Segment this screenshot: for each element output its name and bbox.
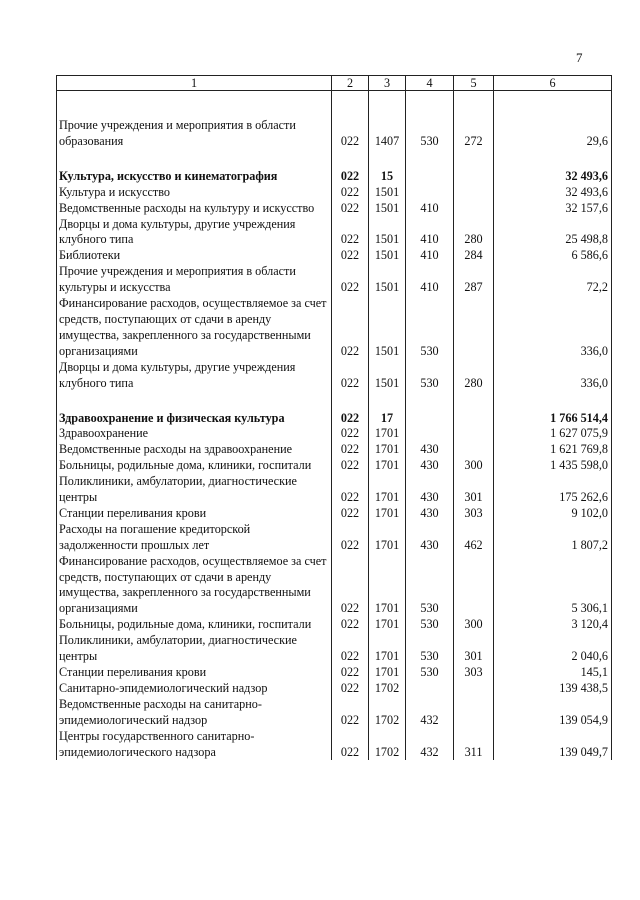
subsection-code-cell: 1701 — [369, 442, 406, 458]
expense-type-cell — [454, 169, 494, 185]
target-item-cell: 530 — [406, 554, 454, 618]
table-row — [57, 506, 612, 522]
section-code-cell: 022 — [332, 201, 369, 217]
expense-type-cell — [454, 296, 494, 360]
section-code-cell: 022 — [332, 697, 369, 729]
table-row — [57, 264, 612, 296]
header-col-1: 1 — [57, 76, 332, 91]
table-row — [57, 617, 612, 633]
name-cell: Библиотеки — [57, 248, 332, 264]
name-cell: Поликлиники, амбулатории, диагностические центры — [57, 474, 332, 506]
expense-type-cell: 300 — [454, 458, 494, 474]
name-cell: Больницы, родильные дома, клиники, госпитали — [57, 617, 332, 633]
budget-table — [56, 75, 612, 760]
table-row — [57, 360, 612, 392]
expense-type-cell — [454, 411, 494, 427]
subsection-code-cell: 1701 — [369, 633, 406, 665]
section-code-cell: 022 — [332, 506, 369, 522]
amount-cell: 32 493,6 — [494, 185, 612, 201]
empty-cell — [369, 150, 406, 169]
table-row — [57, 217, 612, 249]
section-code-cell: 022 — [332, 248, 369, 264]
expense-type-cell: 303 — [454, 665, 494, 681]
spacer-row — [57, 150, 612, 169]
table-row — [57, 633, 612, 665]
expense-type-cell: 462 — [454, 522, 494, 554]
target-item-cell: 430 — [406, 442, 454, 458]
subsection-code-cell: 1501 — [369, 296, 406, 360]
subsection-code-cell: 1701 — [369, 458, 406, 474]
target-item-cell: 530 — [406, 633, 454, 665]
target-item-cell — [406, 411, 454, 427]
target-item-cell — [406, 426, 454, 442]
target-item-cell: 430 — [406, 474, 454, 506]
name-cell: Прочие учреждения и мероприятия в области культуры и искусства — [57, 264, 332, 296]
expense-type-cell — [454, 185, 494, 201]
subsection-code-cell: 1702 — [369, 697, 406, 729]
section-code-cell: 022 — [332, 296, 369, 360]
subsection-code-cell: 1501 — [369, 248, 406, 264]
subsection-code-cell: 1501 — [369, 264, 406, 296]
table-row — [57, 697, 612, 729]
empty-cell — [57, 392, 332, 411]
spacer-row — [57, 392, 612, 411]
section-row — [57, 169, 612, 185]
amount-cell: 145,1 — [494, 665, 612, 681]
empty-cell — [369, 91, 406, 119]
name-cell: Станции переливания крови — [57, 665, 332, 681]
name-cell: Расходы на погашение кредиторской задолженности прошлых лет — [57, 522, 332, 554]
target-item-cell: 430 — [406, 522, 454, 554]
amount-cell: 1 627 075,9 — [494, 426, 612, 442]
target-item-cell: 530 — [406, 360, 454, 392]
expense-type-cell — [454, 681, 494, 697]
subsection-code-cell: 1701 — [369, 617, 406, 633]
name-cell: Финансирование расходов, осуществляемое за счет средств, поступающих от сдачи в аренду имущества, закрепленного за государственными организациями — [57, 554, 332, 618]
expense-type-cell — [454, 697, 494, 729]
header-col-6: 6 — [494, 76, 612, 91]
empty-cell — [369, 392, 406, 411]
subsection-code-cell: 1701 — [369, 554, 406, 618]
table-row — [57, 248, 612, 264]
amount-cell: 72,2 — [494, 264, 612, 296]
expense-type-cell: 301 — [454, 474, 494, 506]
target-item-cell — [406, 681, 454, 697]
name-cell: Культура, искусство и кинематография — [57, 169, 332, 185]
name-cell: Ведомственные расходы на здравоохранение — [57, 442, 332, 458]
target-item-cell: 430 — [406, 506, 454, 522]
amount-cell: 32 493,6 — [494, 169, 612, 185]
page-number: 7 — [576, 50, 583, 65]
name-cell: Культура и искусство — [57, 185, 332, 201]
name-cell: Дворцы и дома культуры, другие учреждения клубного типа — [57, 217, 332, 249]
amount-cell: 9 102,0 — [494, 506, 612, 522]
section-code-cell: 022 — [332, 185, 369, 201]
target-item-cell — [406, 185, 454, 201]
amount-cell: 336,0 — [494, 296, 612, 360]
name-cell: Финансирование расходов, осуществляемое за счет средств, поступающих от сдачи в аренду имущества, закрепленного за государственными организациями — [57, 296, 332, 360]
section-code-cell: 022 — [332, 522, 369, 554]
section-code-cell: 022 — [332, 729, 369, 761]
table-row — [57, 458, 612, 474]
empty-cell — [494, 91, 612, 119]
empty-cell — [332, 91, 369, 119]
table-body — [57, 91, 612, 761]
table-row — [57, 118, 612, 150]
subsection-code-cell: 1702 — [369, 681, 406, 697]
empty-cell — [332, 392, 369, 411]
expense-type-cell: 280 — [454, 217, 494, 249]
expense-type-cell — [454, 554, 494, 618]
target-item-cell: 410 — [406, 217, 454, 249]
target-item-cell: 410 — [406, 248, 454, 264]
header-col-4: 4 — [406, 76, 454, 91]
expense-type-cell — [454, 442, 494, 458]
target-item-cell: 430 — [406, 458, 454, 474]
empty-cell — [406, 91, 454, 119]
section-code-cell: 022 — [332, 554, 369, 618]
amount-cell: 1 807,2 — [494, 522, 612, 554]
subsection-code-cell: 1701 — [369, 506, 406, 522]
section-code-cell: 022 — [332, 118, 369, 150]
table-row — [57, 681, 612, 697]
target-item-cell — [406, 169, 454, 185]
subsection-code-cell: 1501 — [369, 360, 406, 392]
name-cell: Станции переливания крови — [57, 506, 332, 522]
section-code-cell: 022 — [332, 474, 369, 506]
subsection-code-cell: 1501 — [369, 217, 406, 249]
section-code-cell: 022 — [332, 458, 369, 474]
section-code-cell: 022 — [332, 169, 369, 185]
empty-cell — [406, 150, 454, 169]
empty-cell — [454, 150, 494, 169]
name-cell: Больницы, родильные дома, клиники, госпитали — [57, 458, 332, 474]
amount-cell: 139 049,7 — [494, 729, 612, 761]
target-item-cell: 530 — [406, 617, 454, 633]
amount-cell: 3 120,4 — [494, 617, 612, 633]
subsection-code-cell: 1701 — [369, 426, 406, 442]
table-row — [57, 665, 612, 681]
amount-cell: 2 040,6 — [494, 633, 612, 665]
section-code-cell: 022 — [332, 442, 369, 458]
name-cell: Прочие учреждения и мероприятия в области образования — [57, 118, 332, 150]
section-code-cell: 022 — [332, 633, 369, 665]
section-row — [57, 411, 612, 427]
subsection-code-cell: 1501 — [369, 185, 406, 201]
empty-cell — [57, 91, 332, 119]
amount-cell: 25 498,8 — [494, 217, 612, 249]
amount-cell: 139 054,9 — [494, 697, 612, 729]
name-cell: Поликлиники, амбулатории, диагностические центры — [57, 633, 332, 665]
header-col-3: 3 — [369, 76, 406, 91]
table-row — [57, 426, 612, 442]
target-item-cell: 530 — [406, 665, 454, 681]
table-row — [57, 185, 612, 201]
expense-type-cell: 311 — [454, 729, 494, 761]
empty-cell — [332, 150, 369, 169]
amount-cell: 1 766 514,4 — [494, 411, 612, 427]
amount-cell: 32 157,6 — [494, 201, 612, 217]
subsection-code-cell: 17 — [369, 411, 406, 427]
target-item-cell: 432 — [406, 729, 454, 761]
subsection-code-cell: 1702 — [369, 729, 406, 761]
section-code-cell: 022 — [332, 411, 369, 427]
empty-cell — [494, 392, 612, 411]
table-row — [57, 729, 612, 761]
amount-cell: 1 435 598,0 — [494, 458, 612, 474]
target-item-cell: 530 — [406, 296, 454, 360]
expense-type-cell — [454, 201, 494, 217]
section-code-cell: 022 — [332, 426, 369, 442]
table-row — [57, 474, 612, 506]
target-item-cell: 410 — [406, 264, 454, 296]
expense-type-cell: 272 — [454, 118, 494, 150]
header-row — [57, 76, 612, 91]
header-col-5: 5 — [454, 76, 494, 91]
table-row — [57, 201, 612, 217]
amount-cell: 139 438,5 — [494, 681, 612, 697]
amount-cell: 5 306,1 — [494, 554, 612, 618]
expense-type-cell: 300 — [454, 617, 494, 633]
name-cell: Здравоохранение и физическая культура — [57, 411, 332, 427]
table-row — [57, 442, 612, 458]
table-row — [57, 522, 612, 554]
name-cell: Санитарно-эпидемиологический надзор — [57, 681, 332, 697]
empty-cell — [454, 392, 494, 411]
empty-cell — [406, 392, 454, 411]
expense-type-cell: 284 — [454, 248, 494, 264]
section-code-cell: 022 — [332, 217, 369, 249]
amount-cell: 1 621 769,8 — [494, 442, 612, 458]
table-row — [57, 554, 612, 618]
empty-cell — [57, 150, 332, 169]
spacer-row — [57, 91, 612, 119]
section-code-cell: 022 — [332, 617, 369, 633]
amount-cell: 6 586,6 — [494, 248, 612, 264]
name-cell: Ведомственные расходы на культуру и искусство — [57, 201, 332, 217]
name-cell: Центры государственного санитарно-эпидемиологического надзора — [57, 729, 332, 761]
subsection-code-cell: 1701 — [369, 474, 406, 506]
expense-type-cell — [454, 426, 494, 442]
amount-cell: 175 262,6 — [494, 474, 612, 506]
section-code-cell: 022 — [332, 360, 369, 392]
section-code-cell: 022 — [332, 665, 369, 681]
subsection-code-cell: 1701 — [369, 665, 406, 681]
expense-type-cell: 287 — [454, 264, 494, 296]
subsection-code-cell: 1407 — [369, 118, 406, 150]
expense-type-cell: 301 — [454, 633, 494, 665]
target-item-cell: 432 — [406, 697, 454, 729]
subsection-code-cell: 1501 — [369, 201, 406, 217]
empty-cell — [494, 150, 612, 169]
section-code-cell: 022 — [332, 681, 369, 697]
subsection-code-cell: 1701 — [369, 522, 406, 554]
amount-cell: 29,6 — [494, 118, 612, 150]
expense-type-cell: 280 — [454, 360, 494, 392]
name-cell: Ведомственные расходы на санитарно-эпидемиологический надзор — [57, 697, 332, 729]
name-cell: Дворцы и дома культуры, другие учреждения клубного типа — [57, 360, 332, 392]
table-row — [57, 296, 612, 360]
target-item-cell: 530 — [406, 118, 454, 150]
section-code-cell: 022 — [332, 264, 369, 296]
expense-type-cell: 303 — [454, 506, 494, 522]
target-item-cell: 410 — [406, 201, 454, 217]
name-cell: Здравоохранение — [57, 426, 332, 442]
amount-cell: 336,0 — [494, 360, 612, 392]
subsection-code-cell: 15 — [369, 169, 406, 185]
empty-cell — [454, 91, 494, 119]
header-col-2: 2 — [332, 76, 369, 91]
